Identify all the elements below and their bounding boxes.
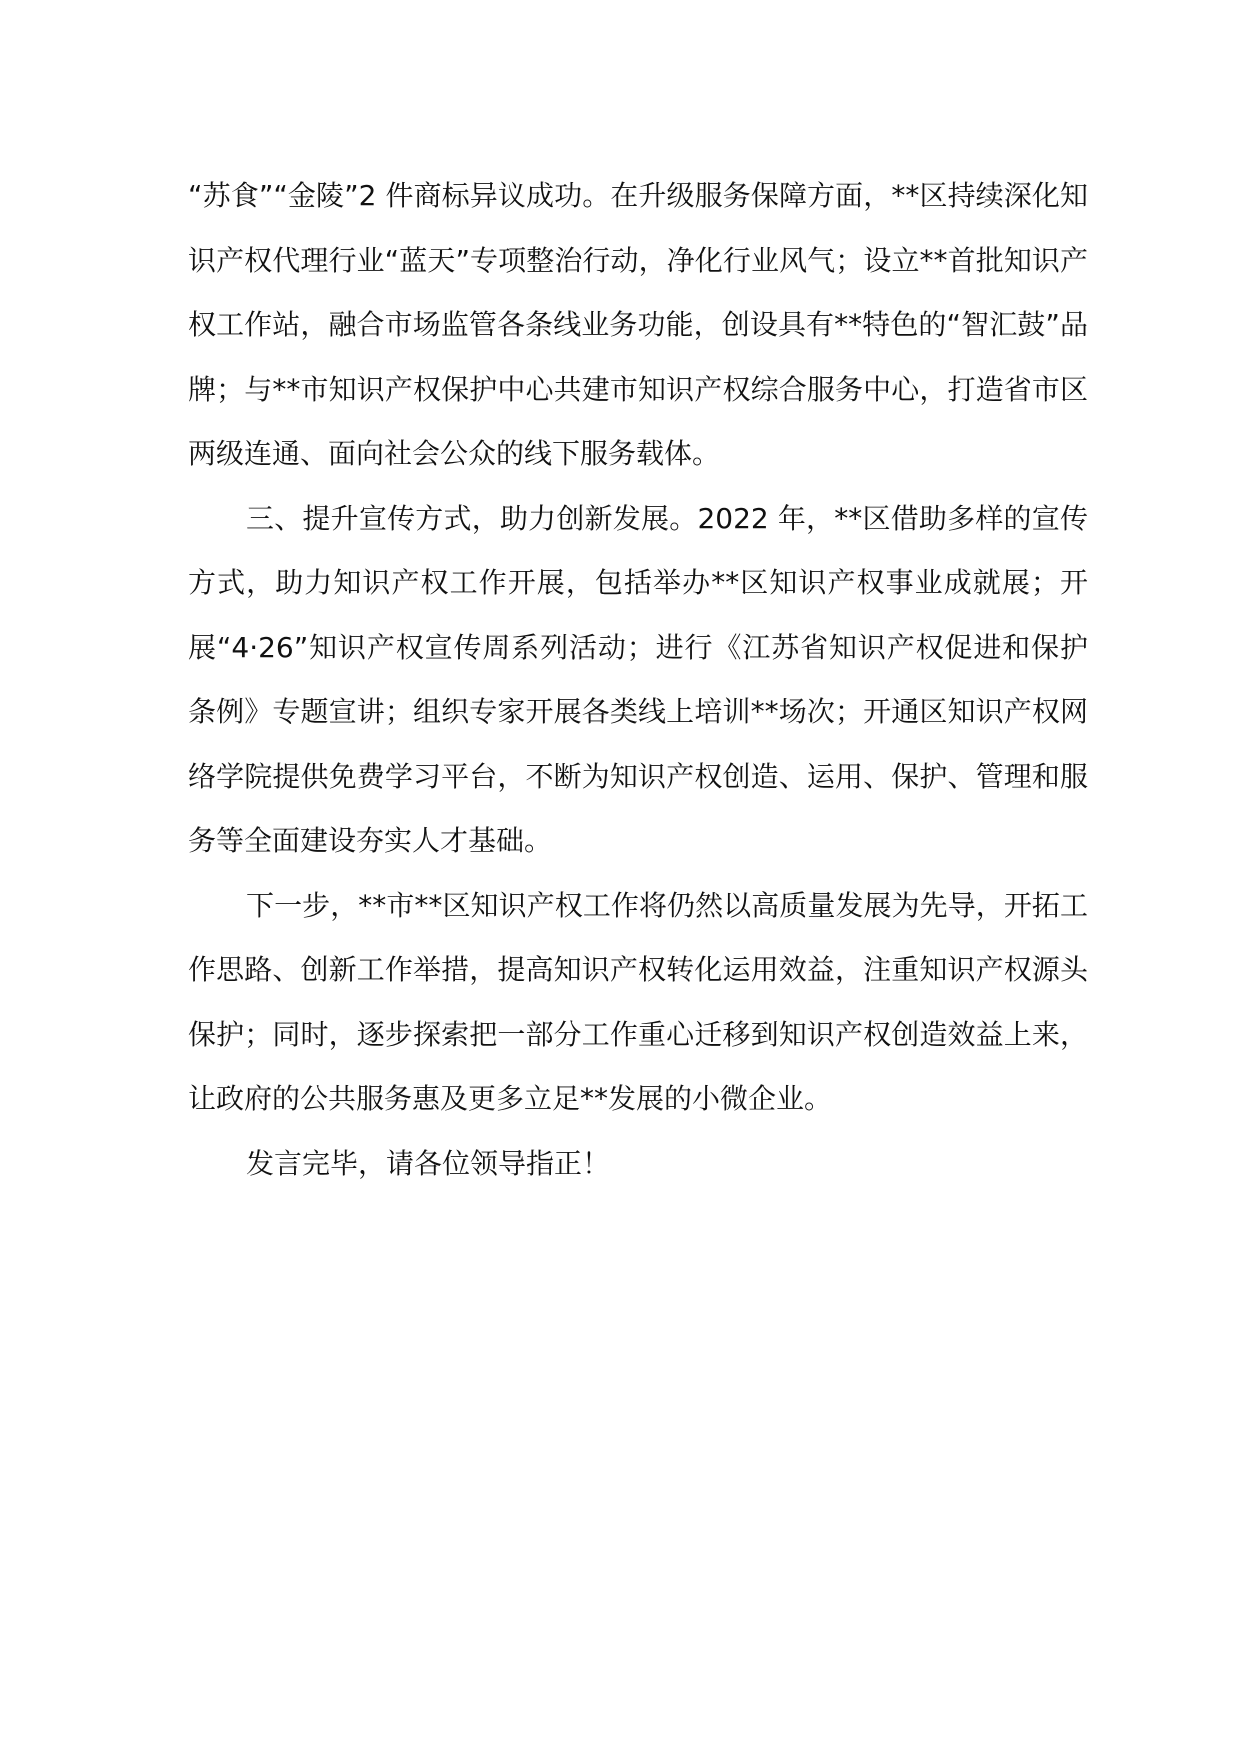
paragraph-next-step: 下一步，**市**区知识产权工作将仍然以高质量发展为先导，开拓工作思路、创新工作举措，提高知识产权转化运用效益，注重知识产权源头保护；同时，逐步探索把一部分工作重心迁移到知识产权创造效益上来，让政府的公共服务惠及更多立足**发展的小微企业。 (188, 888, 1088, 1115)
document-body (188, 164, 1088, 1196)
paragraph-section-three: 三、提升宣传方式，助力创新发展。2022 年，**区借助多样的宣传方式，助力知识产权工作开展，包括举办**区知识产权事业成就展；开展“4·26”知识产权宣传周系列活动；进行《江苏省知识产权促进和保护条例》专题宣讲；组织专家开展各类线上培训**场次；开通区知识产权网络学院提供免费学习平台，不断为知识产权创造、运用、保护、管理和服务等全面建设夯实人才基础。 (188, 501, 1088, 857)
paragraph-continuation: “苏食”“金陵”2 件商标异议成功。在升级服务保障方面，**区持续深化知识产权代理行业“蓝天”专项整治行动，净化行业风气；设立**首批知识产权工作站，融合市场监管各条线业务功能，创设具有**特色的“智汇鼓”品牌；与**市知识产权保护中心共建市知识产权综合服务中心，打造省市区两级连通、面向社会公众的线下服务载体。 (188, 179, 1088, 470)
paragraph-closing: 发言完毕，请各位领导指正！ (246, 1146, 611, 1180)
